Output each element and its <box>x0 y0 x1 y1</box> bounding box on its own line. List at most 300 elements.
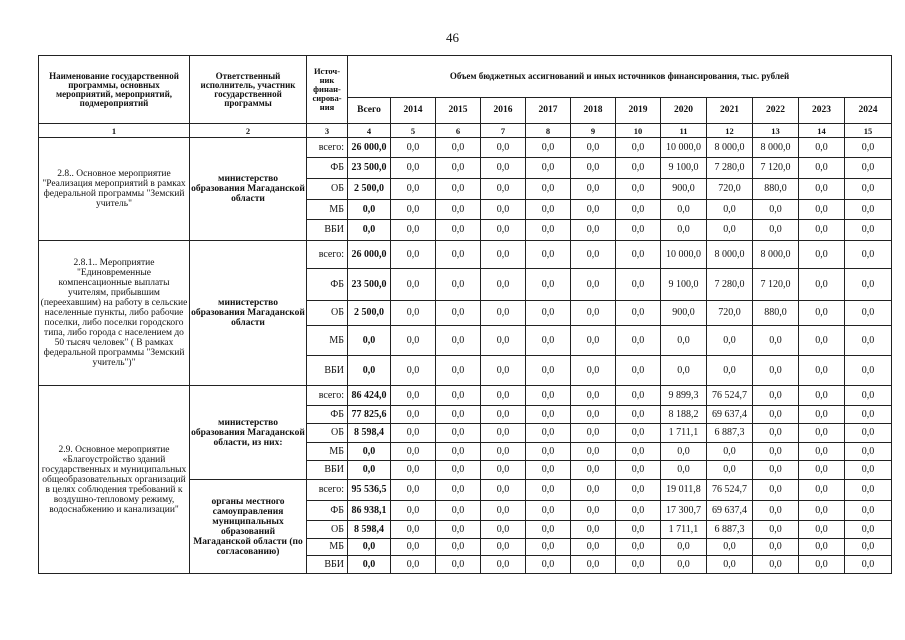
value-cell: 0,0 <box>753 424 799 443</box>
value-cell: 0,0 <box>799 406 845 424</box>
value-cell: 0,0 <box>753 521 799 539</box>
value-cell: 0,0 <box>616 158 661 179</box>
value-cell: 0,0 <box>799 386 845 406</box>
value-cell: 0,0 <box>526 406 571 424</box>
value-cell: 0,0 <box>571 521 616 539</box>
value-cell: 0,0 <box>526 200 571 220</box>
value-cell: 0,0 <box>391 326 436 356</box>
value-cell: 880,0 <box>753 301 799 326</box>
value-cell: 0,0 <box>799 521 845 539</box>
funding-source: ОБ <box>307 301 348 326</box>
value-cell: 0,0 <box>616 539 661 556</box>
value-cell: 0,0 <box>845 301 892 326</box>
value-cell: 0,0 <box>571 138 616 158</box>
value-cell: 0,0 <box>526 443 571 461</box>
value-cell: 0,0 <box>753 480 799 501</box>
value-cell: 0,0 <box>436 158 481 179</box>
value-cell: 0,0 <box>616 461 661 480</box>
value-cell: 0,0 <box>391 501 436 521</box>
value-cell: 0,0 <box>661 539 707 556</box>
value-cell: 76 524,7 <box>707 480 753 501</box>
value-cell: 69 637,4 <box>707 501 753 521</box>
value-cell: 0,0 <box>799 241 845 269</box>
value-cell: 0,0 <box>436 200 481 220</box>
value-cell: 0,0 <box>481 241 526 269</box>
funding-source: ФБ <box>307 501 348 521</box>
value-cell: 0,0 <box>707 220 753 241</box>
value-cell: 0,0 <box>845 138 892 158</box>
value-cell: 0,0 <box>481 179 526 200</box>
funding-source: всего: <box>307 480 348 501</box>
value-cell: 0,0 <box>481 480 526 501</box>
value-cell: 0,0 <box>571 301 616 326</box>
header-year: 2014 <box>391 98 436 124</box>
value-cell: 0,0 <box>391 241 436 269</box>
header-year: 2023 <box>799 98 845 124</box>
value-cell: 9 100,0 <box>661 269 707 301</box>
value-cell: 0,0 <box>481 138 526 158</box>
header-name: Наименование государственной программы, основных мероприятий, мероприятий, подмероприятий <box>39 56 190 124</box>
value-cell: 0,0 <box>526 521 571 539</box>
value-cell: 0,0 <box>436 356 481 386</box>
total-cell: 2 500,0 <box>348 179 391 200</box>
value-cell: 19 011,8 <box>661 480 707 501</box>
value-cell: 0,0 <box>481 424 526 443</box>
funding-source: МБ <box>307 326 348 356</box>
value-cell: 0,0 <box>436 480 481 501</box>
funding-source: ОБ <box>307 424 348 443</box>
value-cell: 0,0 <box>616 501 661 521</box>
column-number: 14 <box>799 124 845 138</box>
value-cell: 0,0 <box>391 539 436 556</box>
value-cell: 0,0 <box>526 301 571 326</box>
value-cell: 76 524,7 <box>707 386 753 406</box>
value-cell: 0,0 <box>661 200 707 220</box>
value-cell: 720,0 <box>707 301 753 326</box>
value-cell: 0,0 <box>707 326 753 356</box>
value-cell: 0,0 <box>661 326 707 356</box>
column-numbers-row <box>39 124 892 138</box>
value-cell: 0,0 <box>481 556 526 574</box>
value-cell: 0,0 <box>526 539 571 556</box>
funding-source: МБ <box>307 539 348 556</box>
total-cell: 95 536,5 <box>348 480 391 501</box>
value-cell: 8 000,0 <box>753 241 799 269</box>
value-cell: 0,0 <box>481 301 526 326</box>
value-cell: 0,0 <box>481 443 526 461</box>
value-cell: 0,0 <box>799 424 845 443</box>
value-cell: 8 188,2 <box>661 406 707 424</box>
value-cell: 7 280,0 <box>707 269 753 301</box>
value-cell: 0,0 <box>845 539 892 556</box>
funding-source: ФБ <box>307 269 348 301</box>
value-cell: 0,0 <box>481 406 526 424</box>
value-cell: 0,0 <box>436 138 481 158</box>
value-cell: 0,0 <box>845 480 892 501</box>
value-cell: 0,0 <box>391 158 436 179</box>
value-cell: 0,0 <box>753 539 799 556</box>
value-cell: 0,0 <box>436 539 481 556</box>
total-cell: 86 424,0 <box>348 386 391 406</box>
header-total: Всего <box>348 98 391 124</box>
total-cell: 86 938,1 <box>348 501 391 521</box>
column-number: 9 <box>571 124 616 138</box>
executor: министерство образования Магаданской области <box>190 138 307 241</box>
value-cell: 0,0 <box>661 556 707 574</box>
value-cell: 7 120,0 <box>753 269 799 301</box>
header-year: 2024 <box>845 98 892 124</box>
funding-source: ОБ <box>307 521 348 539</box>
value-cell: 0,0 <box>481 501 526 521</box>
value-cell: 0,0 <box>526 269 571 301</box>
value-cell: 0,0 <box>616 301 661 326</box>
value-cell: 0,0 <box>526 480 571 501</box>
value-cell: 0,0 <box>571 480 616 501</box>
value-cell: 10 000,0 <box>661 138 707 158</box>
value-cell: 0,0 <box>391 200 436 220</box>
value-cell: 0,0 <box>391 386 436 406</box>
value-cell: 0,0 <box>845 501 892 521</box>
value-cell: 0,0 <box>707 539 753 556</box>
funding-source: ФБ <box>307 406 348 424</box>
value-cell: 880,0 <box>753 179 799 200</box>
value-cell: 0,0 <box>526 158 571 179</box>
column-number: 3 <box>307 124 348 138</box>
header-year: 2019 <box>616 98 661 124</box>
value-cell: 0,0 <box>845 461 892 480</box>
value-cell: 0,0 <box>753 461 799 480</box>
value-cell: 0,0 <box>526 326 571 356</box>
column-number: 1 <box>39 124 190 138</box>
value-cell: 0,0 <box>481 326 526 356</box>
value-cell: 0,0 <box>526 220 571 241</box>
executor: министерство образования Магаданской области, из них: <box>190 386 307 480</box>
funding-source: ВБИ <box>307 556 348 574</box>
budget-table <box>38 55 892 574</box>
value-cell: 0,0 <box>616 443 661 461</box>
value-cell: 17 300,7 <box>661 501 707 521</box>
value-cell: 0,0 <box>799 539 845 556</box>
value-cell: 0,0 <box>616 556 661 574</box>
total-cell: 0,0 <box>348 200 391 220</box>
value-cell: 0,0 <box>799 158 845 179</box>
column-number: 13 <box>753 124 799 138</box>
value-cell: 0,0 <box>481 539 526 556</box>
value-cell: 0,0 <box>616 220 661 241</box>
total-cell: 0,0 <box>348 326 391 356</box>
table-row <box>39 241 892 269</box>
value-cell: 0,0 <box>391 301 436 326</box>
value-cell: 0,0 <box>799 556 845 574</box>
value-cell: 0,0 <box>707 556 753 574</box>
header-year: 2016 <box>481 98 526 124</box>
value-cell: 0,0 <box>661 443 707 461</box>
value-cell: 9 100,0 <box>661 158 707 179</box>
table-row <box>39 386 892 406</box>
executor: министерство образования Магаданской области <box>190 241 307 386</box>
value-cell: 0,0 <box>481 461 526 480</box>
total-cell: 77 825,6 <box>348 406 391 424</box>
value-cell: 720,0 <box>707 179 753 200</box>
value-cell: 0,0 <box>481 521 526 539</box>
total-cell: 26 000,0 <box>348 138 391 158</box>
value-cell: 0,0 <box>436 386 481 406</box>
value-cell: 0,0 <box>391 179 436 200</box>
value-cell: 9 899,3 <box>661 386 707 406</box>
value-cell: 900,0 <box>661 301 707 326</box>
total-cell: 0,0 <box>348 356 391 386</box>
value-cell: 0,0 <box>845 220 892 241</box>
total-cell: 2 500,0 <box>348 301 391 326</box>
value-cell: 0,0 <box>845 521 892 539</box>
value-cell: 0,0 <box>436 301 481 326</box>
value-cell: 0,0 <box>799 480 845 501</box>
value-cell: 0,0 <box>753 200 799 220</box>
funding-source: ВБИ <box>307 220 348 241</box>
total-cell: 0,0 <box>348 220 391 241</box>
value-cell: 0,0 <box>616 424 661 443</box>
column-number: 12 <box>707 124 753 138</box>
value-cell: 0,0 <box>526 138 571 158</box>
value-cell: 0,0 <box>753 406 799 424</box>
column-number: 8 <box>526 124 571 138</box>
value-cell: 0,0 <box>526 501 571 521</box>
value-cell: 0,0 <box>845 443 892 461</box>
value-cell: 0,0 <box>526 556 571 574</box>
header-year: 2022 <box>753 98 799 124</box>
column-number: 5 <box>391 124 436 138</box>
value-cell: 0,0 <box>481 269 526 301</box>
value-cell: 0,0 <box>707 461 753 480</box>
value-cell: 0,0 <box>571 443 616 461</box>
value-cell: 0,0 <box>436 424 481 443</box>
total-cell: 8 598,4 <box>348 521 391 539</box>
value-cell: 0,0 <box>526 424 571 443</box>
value-cell: 0,0 <box>391 356 436 386</box>
value-cell: 0,0 <box>571 386 616 406</box>
value-cell: 0,0 <box>571 556 616 574</box>
value-cell: 0,0 <box>481 356 526 386</box>
value-cell: 0,0 <box>845 556 892 574</box>
value-cell: 0,0 <box>571 269 616 301</box>
header-amount: Объем бюджетных ассигнований и иных источников финансирования, тыс. рублей <box>348 56 892 98</box>
value-cell: 0,0 <box>436 241 481 269</box>
funding-source: МБ <box>307 200 348 220</box>
value-cell: 0,0 <box>571 356 616 386</box>
value-cell: 0,0 <box>571 539 616 556</box>
value-cell: 0,0 <box>616 480 661 501</box>
value-cell: 0,0 <box>436 501 481 521</box>
header-year: 2015 <box>436 98 481 124</box>
value-cell: 0,0 <box>799 443 845 461</box>
column-number: 6 <box>436 124 481 138</box>
value-cell: 6 887,3 <box>707 521 753 539</box>
value-cell: 0,0 <box>436 443 481 461</box>
value-cell: 0,0 <box>799 326 845 356</box>
value-cell: 0,0 <box>571 461 616 480</box>
value-cell: 0,0 <box>753 356 799 386</box>
column-number: 2 <box>190 124 307 138</box>
value-cell: 0,0 <box>436 179 481 200</box>
value-cell: 0,0 <box>616 179 661 200</box>
value-cell: 1 711,1 <box>661 424 707 443</box>
page-number: 46 <box>446 30 459 45</box>
value-cell: 0,0 <box>526 356 571 386</box>
value-cell: 8 000,0 <box>707 241 753 269</box>
activity-name: 2.8.1.. Мероприятие "Единовременные компенсационные выплаты учителям, прибывшим (переехавшим) на работу в сельские населенные пункты, либо рабочие поселки, либо поселки городского типа, либо города с населением до 50 тысяч человек" ( В рамках федеральной программы "Земский учитель")" <box>39 241 190 386</box>
value-cell: 0,0 <box>799 200 845 220</box>
column-number: 4 <box>348 124 391 138</box>
value-cell: 1 711,1 <box>661 521 707 539</box>
value-cell: 0,0 <box>571 200 616 220</box>
value-cell: 0,0 <box>799 301 845 326</box>
value-cell: 0,0 <box>526 386 571 406</box>
value-cell: 0,0 <box>845 424 892 443</box>
value-cell: 0,0 <box>616 241 661 269</box>
value-cell: 0,0 <box>436 326 481 356</box>
value-cell: 0,0 <box>799 220 845 241</box>
total-cell: 0,0 <box>348 443 391 461</box>
header-year: 2021 <box>707 98 753 124</box>
value-cell: 0,0 <box>571 158 616 179</box>
value-cell: 0,0 <box>616 356 661 386</box>
value-cell: 0,0 <box>661 356 707 386</box>
value-cell: 0,0 <box>616 326 661 356</box>
value-cell: 0,0 <box>436 269 481 301</box>
value-cell: 0,0 <box>845 386 892 406</box>
value-cell: 0,0 <box>616 269 661 301</box>
value-cell: 10 000,0 <box>661 241 707 269</box>
value-cell: 0,0 <box>799 138 845 158</box>
funding-source: ОБ <box>307 179 348 200</box>
value-cell: 0,0 <box>799 501 845 521</box>
value-cell: 0,0 <box>436 521 481 539</box>
value-cell: 0,0 <box>436 556 481 574</box>
value-cell: 0,0 <box>391 138 436 158</box>
funding-source: ВБИ <box>307 356 348 386</box>
value-cell: 8 000,0 <box>707 138 753 158</box>
value-cell: 0,0 <box>845 200 892 220</box>
value-cell: 0,0 <box>616 406 661 424</box>
value-cell: 0,0 <box>799 356 845 386</box>
value-cell: 6 887,3 <box>707 424 753 443</box>
value-cell: 0,0 <box>753 556 799 574</box>
funding-source: всего: <box>307 241 348 269</box>
value-cell: 0,0 <box>571 220 616 241</box>
value-cell: 0,0 <box>391 269 436 301</box>
value-cell: 0,0 <box>526 241 571 269</box>
value-cell: 0,0 <box>391 220 436 241</box>
value-cell: 0,0 <box>391 461 436 480</box>
executor: органы местного самоуправления муниципальных образований Магаданской области (по согласованию) <box>190 480 307 574</box>
value-cell: 0,0 <box>391 424 436 443</box>
value-cell: 0,0 <box>526 179 571 200</box>
header-source: Источ-ник финан-сирова-ния <box>307 56 348 124</box>
value-cell: 0,0 <box>481 220 526 241</box>
column-number: 15 <box>845 124 892 138</box>
total-cell: 23 500,0 <box>348 158 391 179</box>
value-cell: 0,0 <box>845 241 892 269</box>
total-cell: 26 000,0 <box>348 241 391 269</box>
header-year: 2018 <box>571 98 616 124</box>
value-cell: 0,0 <box>526 461 571 480</box>
value-cell: 0,0 <box>799 269 845 301</box>
value-cell: 0,0 <box>661 461 707 480</box>
value-cell: 0,0 <box>571 326 616 356</box>
column-number: 7 <box>481 124 526 138</box>
value-cell: 0,0 <box>391 406 436 424</box>
value-cell: 0,0 <box>571 241 616 269</box>
funding-source: ВБИ <box>307 461 348 480</box>
funding-source: МБ <box>307 443 348 461</box>
value-cell: 0,0 <box>436 406 481 424</box>
value-cell: 8 000,0 <box>753 138 799 158</box>
value-cell: 0,0 <box>707 200 753 220</box>
value-cell: 0,0 <box>753 386 799 406</box>
value-cell: 0,0 <box>436 461 481 480</box>
value-cell: 7 120,0 <box>753 158 799 179</box>
total-cell: 8 598,4 <box>348 424 391 443</box>
value-cell: 0,0 <box>845 179 892 200</box>
value-cell: 0,0 <box>436 220 481 241</box>
header-year: 2020 <box>661 98 707 124</box>
value-cell: 0,0 <box>753 326 799 356</box>
activity-name: 2.9. Основное мероприятие «Благоустройство зданий государственных и муниципальных общеобразовательных организаций в целях соблюдения требований к воздушно-тепловому режиму, водоснабжению и канализации" <box>39 386 190 574</box>
value-cell: 0,0 <box>481 200 526 220</box>
value-cell: 0,0 <box>481 386 526 406</box>
value-cell: 0,0 <box>616 200 661 220</box>
value-cell: 0,0 <box>616 386 661 406</box>
value-cell: 0,0 <box>571 424 616 443</box>
value-cell: 0,0 <box>799 461 845 480</box>
total-cell: 0,0 <box>348 556 391 574</box>
header-year: 2017 <box>526 98 571 124</box>
value-cell: 0,0 <box>616 138 661 158</box>
value-cell: 0,0 <box>753 501 799 521</box>
funding-source: всего: <box>307 138 348 158</box>
value-cell: 0,0 <box>845 406 892 424</box>
value-cell: 0,0 <box>753 220 799 241</box>
value-cell: 0,0 <box>391 521 436 539</box>
value-cell: 0,0 <box>391 480 436 501</box>
value-cell: 0,0 <box>616 521 661 539</box>
value-cell: 0,0 <box>481 158 526 179</box>
column-number: 10 <box>616 124 661 138</box>
value-cell: 0,0 <box>661 220 707 241</box>
value-cell: 0,0 <box>391 556 436 574</box>
value-cell: 0,0 <box>391 443 436 461</box>
value-cell: 0,0 <box>753 443 799 461</box>
value-cell: 0,0 <box>845 269 892 301</box>
funding-source: всего: <box>307 386 348 406</box>
activity-name: 2.8.. Основное мероприятие "Реализация мероприятий в рамках федеральной программы "Земский учитель" <box>39 138 190 241</box>
column-number: 11 <box>661 124 707 138</box>
value-cell: 0,0 <box>707 443 753 461</box>
table-row <box>39 138 892 158</box>
value-cell: 0,0 <box>707 356 753 386</box>
value-cell: 69 637,4 <box>707 406 753 424</box>
header-executor: Ответственный исполнитель, участник государственной программы <box>190 56 307 124</box>
total-cell: 0,0 <box>348 461 391 480</box>
value-cell: 900,0 <box>661 179 707 200</box>
value-cell: 0,0 <box>799 179 845 200</box>
value-cell: 0,0 <box>845 326 892 356</box>
value-cell: 0,0 <box>571 406 616 424</box>
total-cell: 0,0 <box>348 539 391 556</box>
funding-source: ФБ <box>307 158 348 179</box>
value-cell: 0,0 <box>845 356 892 386</box>
value-cell: 0,0 <box>845 158 892 179</box>
